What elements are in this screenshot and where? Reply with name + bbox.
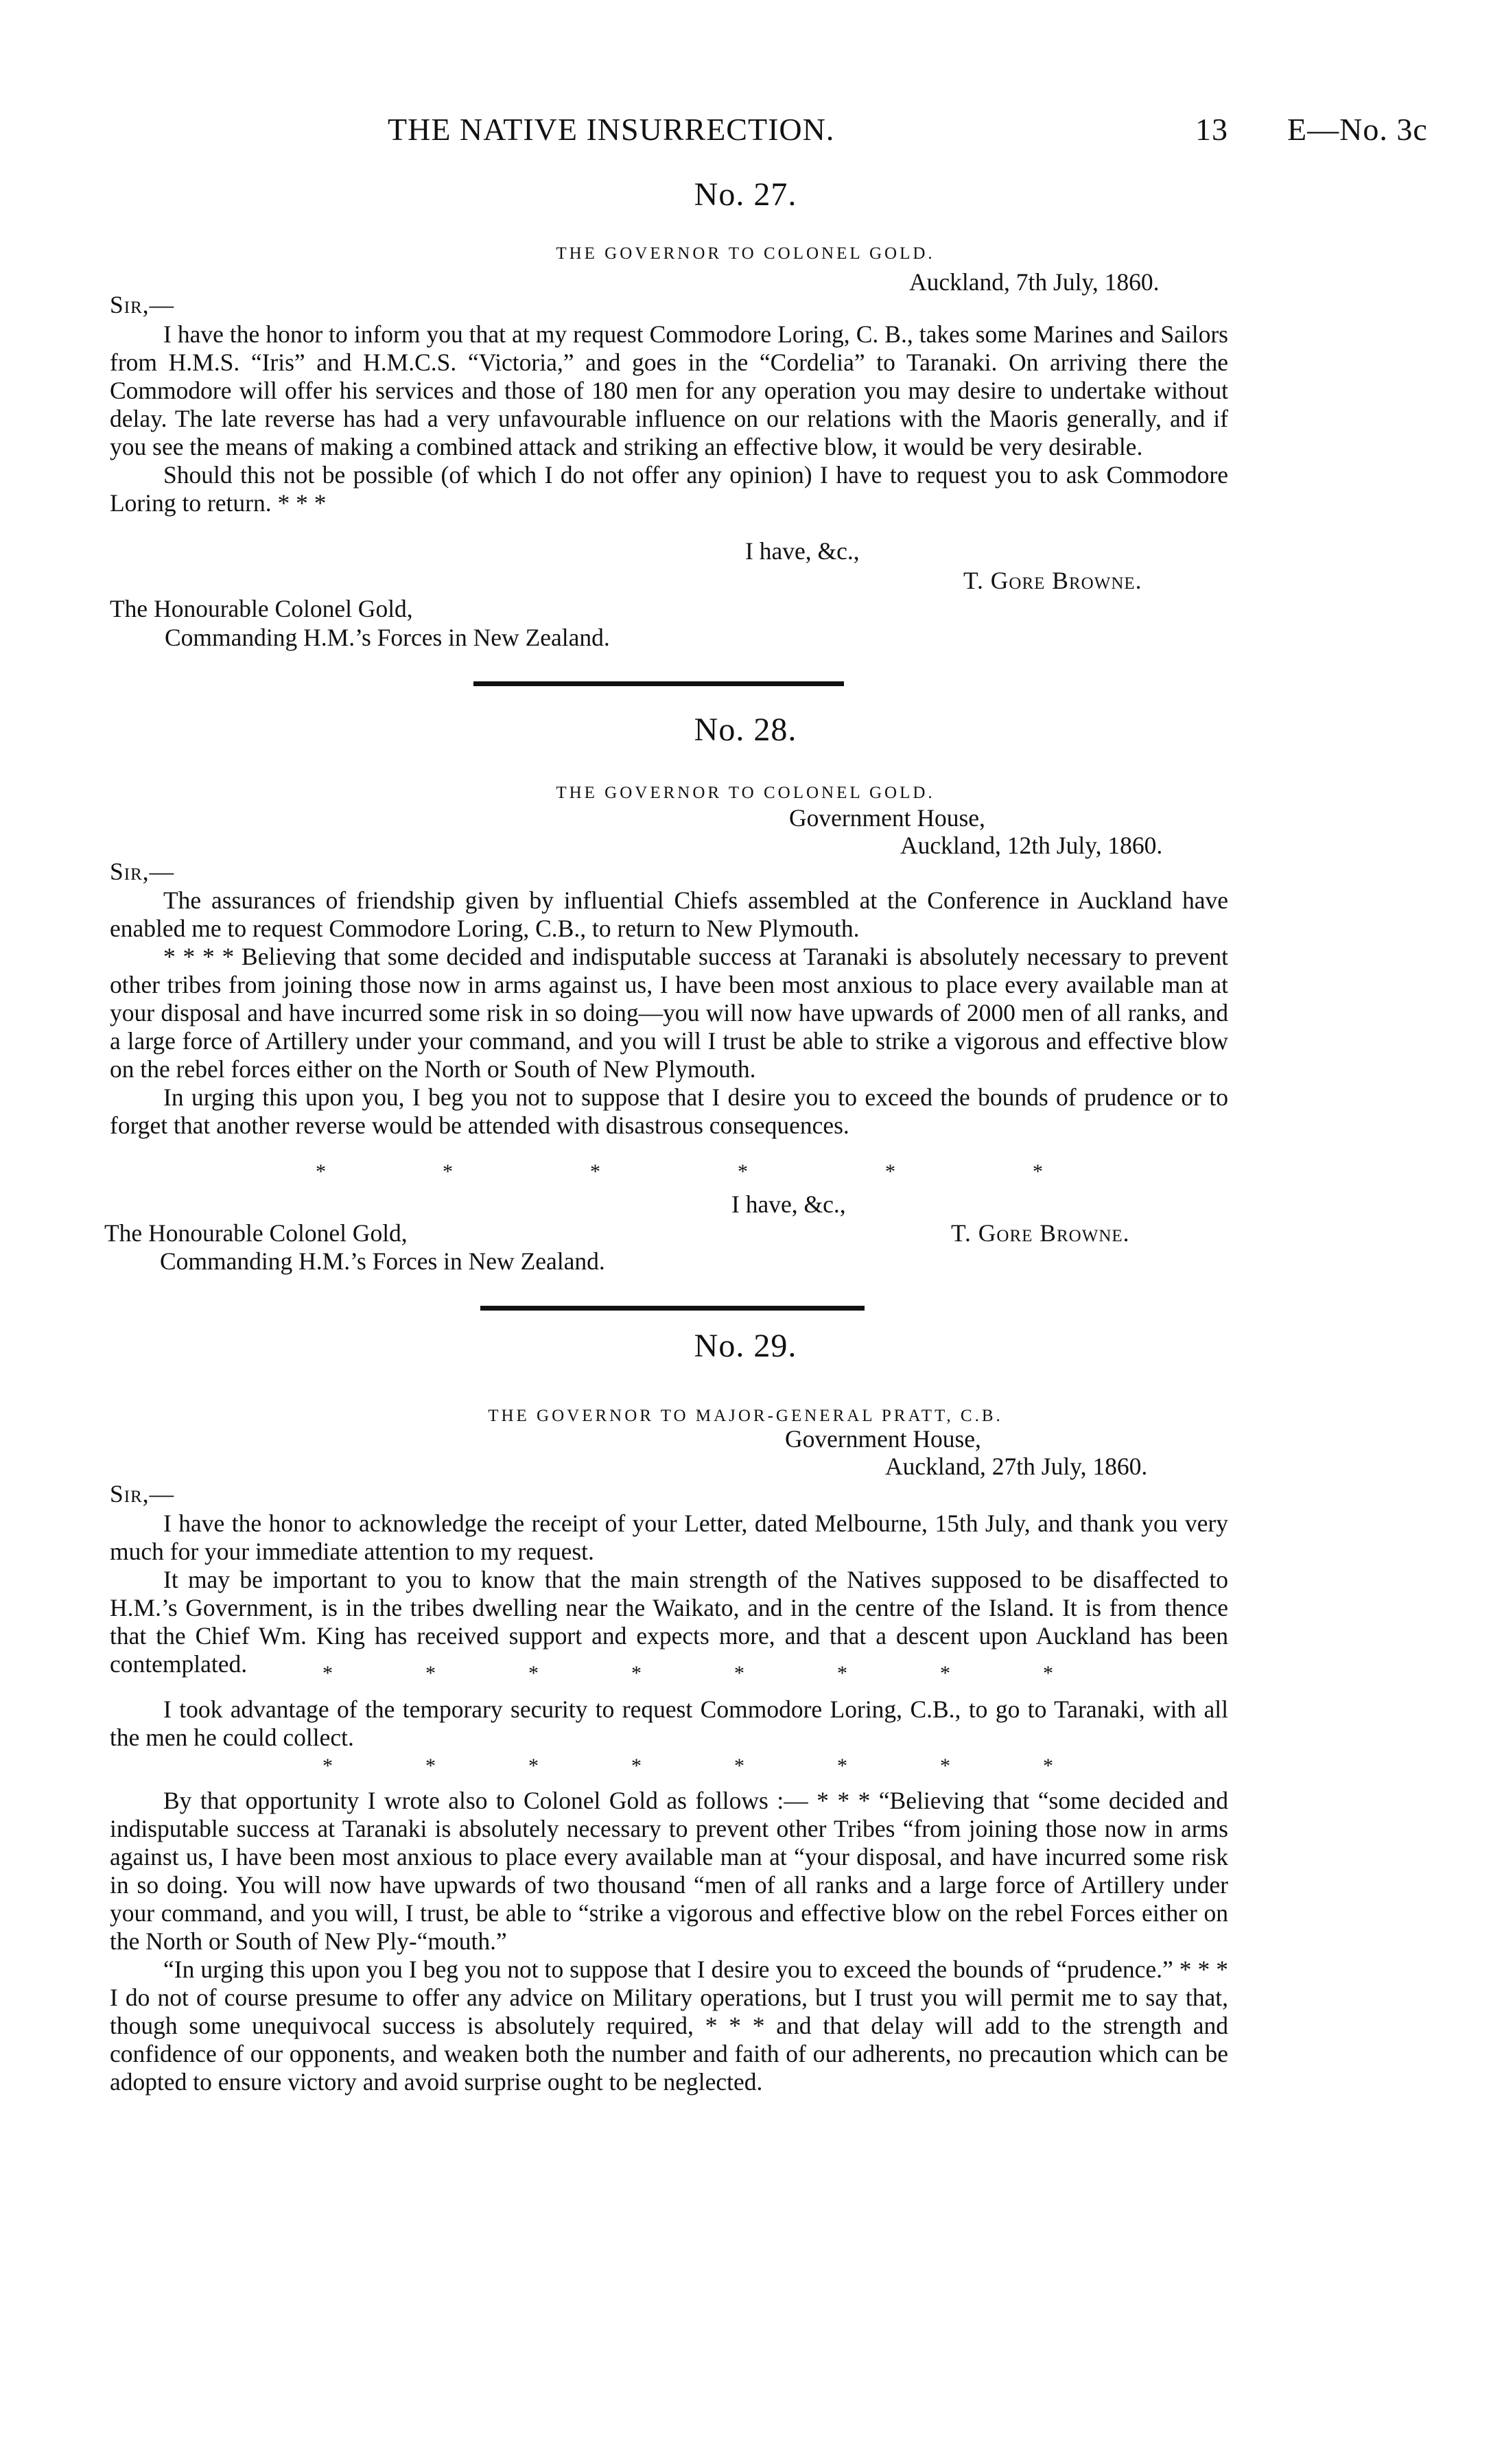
paragraph: “In urging this upon you I beg you not to suppose that I desire you to exceed the bounds of “prudence.” * * * I do not of course presume to offer any advice on Military operations, but I trust you will permit me to say that, though some unequivocal success is absolutely required, * * * and that delay will add to the strength and confidence of our opponents, and weaken both the number and faith of our adherents, no precaution which can be adopted to ensure victory and avoid surprise ought to be neglected. — [110, 1956, 1228, 2096]
paragraph: The assurances of friendship given by influential Chiefs assembled at the Conference in Auckland have enabled me to request Commodore Loring, C.B., to return to New Plymouth. — [110, 887, 1228, 942]
paragraph: Should this not be possible (of which I do not offer any opinion) I have to request you to ask Commodore Loring to return. * * * — [110, 461, 1228, 517]
letter-date: Auckland, 7th July, 1860. — [909, 268, 1160, 296]
star: * — [528, 1755, 539, 1777]
star: * — [322, 1755, 333, 1777]
paragraph: In urging this upon you, I beg you not to suppose that I desire you to exceed the bounds of prudence or to forget that another reverse would be attended with disastrous consequences. — [110, 1083, 1228, 1139]
addressee-line: The Honourable Colonel Gold, — [110, 595, 413, 622]
paragraph: I have the honor to acknowledge the receipt of your Letter, dated Melbourne, 15th July, and thank you very much for your immediate attention to my request. — [110, 1510, 1228, 1565]
closing: I have, &c., — [731, 1190, 846, 1218]
letter-heading: THE GOVERNOR TO COLONEL GOLD. — [556, 784, 935, 802]
salutation: Sir,— — [110, 291, 175, 318]
star: * — [528, 1662, 539, 1685]
page-number: 13 — [1195, 112, 1228, 147]
letter-number: No. 28. — [694, 712, 797, 748]
star: * — [734, 1662, 744, 1685]
addressee-line: The Honourable Colonel Gold, — [104, 1219, 408, 1247]
paragraph: By that opportunity I wrote also to Colonel Gold as follows :— * * * “Believing that “some decided and indisputable success at Taranaki is absolutely necessary to prevent other Tribes “from joining those now in arms against us, I have been most anxious to place every available man at “your disposal, and have incurred some risk in so doing. You will now have upwards of two thousand “men of all ranks and a large force of Artillery under your command, and you will, I trust, be able to “strike a vigorous and effective blow on the rebel Forces either on the North or South of New Ply-“mouth.” — [110, 1787, 1228, 1955]
star: * — [1043, 1662, 1053, 1685]
star: * — [837, 1755, 847, 1777]
salutation: Sir,— — [110, 858, 175, 885]
paragraph: I took advantage of the temporary security to request Commodore Loring, C.B., to go to Taranaki, with all the men he could collect. — [110, 1696, 1228, 1751]
star: * — [316, 1160, 326, 1183]
letter-address: Government House, — [789, 804, 985, 832]
star: * — [885, 1160, 895, 1183]
signature: T. Gore Browne. — [963, 567, 1142, 594]
letter-date: Auckland, 27th July, 1860. — [885, 1453, 1148, 1480]
star: * — [837, 1662, 847, 1685]
letter-body — [110, 887, 1228, 1140]
letter-heading: THE GOVERNOR TO MAJOR-GENERAL PRATT, C.B. — [488, 1407, 1003, 1425]
section-divider — [473, 681, 844, 686]
closing: I have, &c., — [745, 537, 860, 565]
addressee-line: Commanding H.M.’s Forces in New Zealand. — [165, 624, 610, 651]
star: * — [443, 1160, 453, 1183]
star: * — [425, 1662, 436, 1685]
star: * — [631, 1662, 642, 1685]
letter-heading: THE GOVERNOR TO COLONEL GOLD. — [556, 244, 935, 263]
letter-body — [110, 1510, 1228, 1678]
ellipsis-stars — [110, 1659, 1228, 1687]
paragraph: I have the honor to inform you that at my request Commodore Loring, C. B., takes some Marines and Sailors from H.M.S. “Iris” and H.M.C.S. “Victoria,” and goes in the “Cordelia” to Taranaki. On arriving there the Commodore will offer his services and those of 180 men for any operation you may desire to undertake without delay. The late reverse has had a very unfavourable influence on our relations with the Maoris generally, and if you see the means of making a combined attack and striking an effective blow, it would be very desirable. — [110, 320, 1228, 460]
running-head-title: THE NATIVE INSURRECTION. — [388, 112, 835, 147]
letter-date: Auckland, 12th July, 1860. — [900, 832, 1163, 859]
star: * — [1033, 1160, 1043, 1183]
star: * — [1043, 1755, 1053, 1777]
star: * — [590, 1160, 600, 1183]
section-divider — [480, 1306, 865, 1311]
letter-number: No. 27. — [694, 176, 797, 213]
paragraph: * * * * Believing that some decided and indisputable success at Taranaki is absolutely necessary to prevent other tribes from joining those now in arms against us, I have been most anxious to place every available man at your disposal and have incurred some risk in so doing—you will now have upwards of 2000 men of all ranks, and a large force of Artillery under your command, and you will I trust be able to strike a vigorous and effective blow on the rebel forces either on the North or South of New Plymouth. — [110, 943, 1228, 1083]
document-reference: E—No. 3c — [1287, 112, 1428, 147]
ellipsis-stars — [110, 1752, 1228, 1780]
star: * — [940, 1662, 950, 1685]
star: * — [631, 1755, 642, 1777]
star: * — [322, 1662, 333, 1685]
salutation: Sir,— — [110, 1480, 175, 1507]
ellipsis-stars — [110, 1158, 1228, 1186]
star: * — [734, 1755, 744, 1777]
letter-body — [110, 1787, 1228, 2096]
paragraph: It may be important to you to know that the main strength of the Natives supposed to be disaffected to H.M.’s Government, is in the tribes dwelling near the Waikato, and in the centre of the Island. It is from thence that the Chief Wm. King has received support and expects more, and that a descent upon Auckland has been contemplated. — [110, 1566, 1228, 1678]
star: * — [940, 1755, 950, 1777]
letter-body — [110, 320, 1228, 517]
letter-body — [110, 1696, 1228, 1752]
addressee-line: Commanding H.M.’s Forces in New Zealand. — [160, 1247, 605, 1275]
letter-address: Government House, — [785, 1425, 981, 1453]
letter-number: No. 29. — [694, 1328, 797, 1364]
star: * — [738, 1160, 748, 1183]
star: * — [425, 1755, 436, 1777]
signature: T. Gore Browne. — [951, 1219, 1130, 1247]
